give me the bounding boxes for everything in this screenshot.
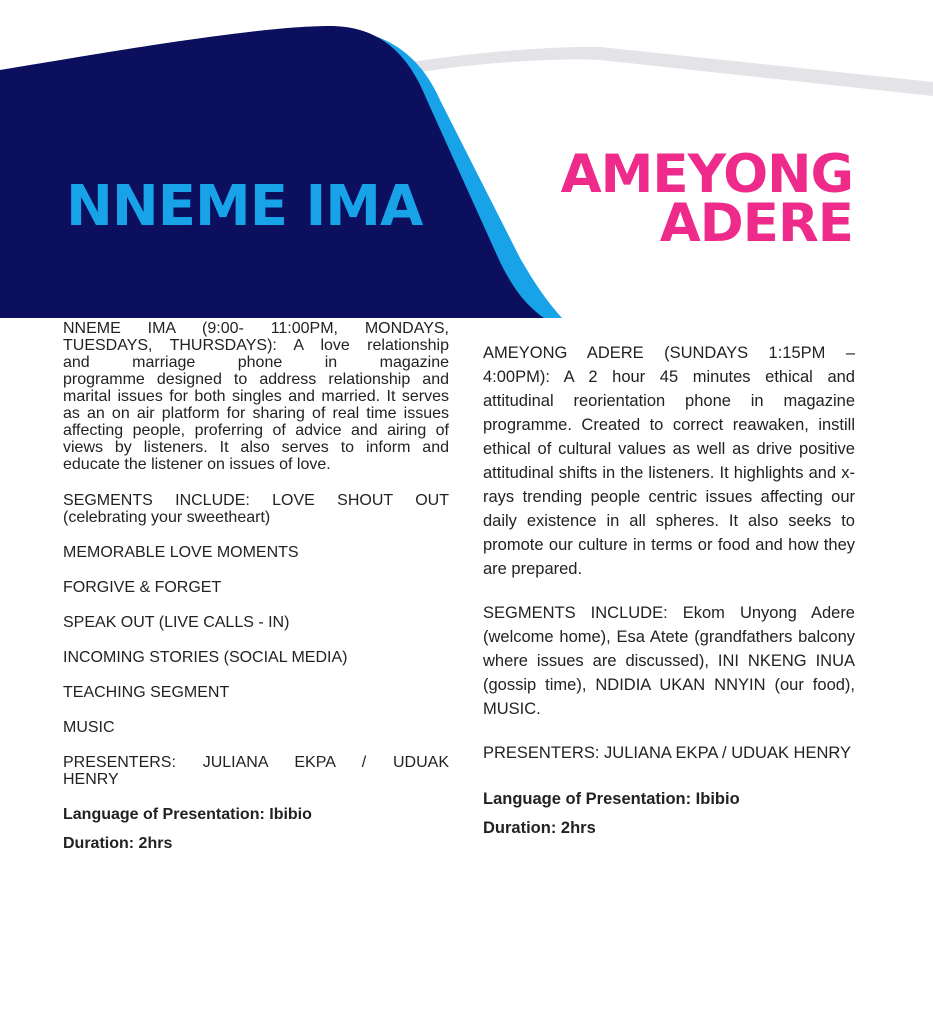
nneme-ima-intro-line3: and marriage phone in magazine [63, 354, 449, 371]
ameyong-adere-language: Language of Presentation: Ibibio [483, 790, 740, 808]
segment-item: FORGIVE & FORGET [63, 579, 222, 596]
ameyong-adere-duration: Duration: 2hrs [483, 819, 596, 837]
nneme-ima-description [63, 320, 449, 473]
segment-item: INCOMING STORIES (SOCIAL MEDIA) [63, 649, 348, 666]
nneme-ima-intro-line2: TUESDAYS, THURSDAYS): A love relationship [63, 337, 449, 354]
segments-heading-line1: SEGMENTS INCLUDE: LOVE SHOUT OUT [63, 492, 449, 509]
nneme-ima-intro-rest: programme designed to address relationship and marital issues for both singles and married. It serves as an on air platform for sharing of real time issues affecting people, proferring of advice and airing of views by listeners. It also serves to inform and educate the listener on issues of love. [63, 371, 449, 473]
header-shadow [400, 47, 933, 96]
ameyong-adere-column [483, 341, 855, 845]
ameyong-adere-title-line1: AMEYONG [560, 144, 853, 205]
presenters-line1: PRESENTERS: JULIANA EKPA / UDUAK [63, 754, 449, 771]
nneme-ima-segments-heading [63, 492, 449, 526]
segment-item: MEMORABLE LOVE MOMENTS [63, 544, 299, 561]
nneme-ima-presenters [63, 754, 449, 788]
segment-item: SPEAK OUT (LIVE CALLS - IN) [63, 614, 290, 631]
ameyong-adere-description: AMEYONG ADERE (SUNDAYS 1:15PM – 4:00PM): A 2 hour 45 minutes ethical and attitudinal reorientation phone in magazine programme. Created to correct reawaken, instill ethical of cultural values as well as drive positive attitudinal shifts in the listeners. It highlights and x-rays trending people centric issues affecting our daily existence in all spheres. It also seeks to promote our culture in terms or food and how they are prepared. [483, 344, 855, 578]
nneme-ima-intro-line1: NNEME IMA (9:00- 11:00PM, MONDAYS, [63, 320, 449, 337]
ameyong-adere-title [473, 144, 853, 254]
nneme-ima-language: Language of Presentation: Ibibio [63, 806, 312, 823]
presenters-line2: HENRY [63, 771, 119, 788]
ameyong-adere-title-line2: ADERE [659, 193, 853, 254]
nneme-ima-column [63, 320, 449, 864]
segment-item: MUSIC [63, 719, 115, 736]
nneme-ima-duration: Duration: 2hrs [63, 835, 173, 852]
ameyong-adere-presenters: PRESENTERS: JULIANA EKPA / UDUAK HENRY [483, 744, 851, 762]
segments-heading-line2: (celebrating your sweetheart) [63, 509, 271, 526]
ameyong-adere-segments: SEGMENTS INCLUDE: Ekom Unyong Adere (welcome home), Esa Atete (grandfathers balcony where issues are discussed), INI NKENG INUA (gossip time), NDIDIA UKAN NNYIN (our food), MUSIC. [483, 604, 855, 718]
nneme-ima-title: NNEME IMA [66, 174, 423, 239]
segment-item: TEACHING SEGMENT [63, 684, 230, 701]
